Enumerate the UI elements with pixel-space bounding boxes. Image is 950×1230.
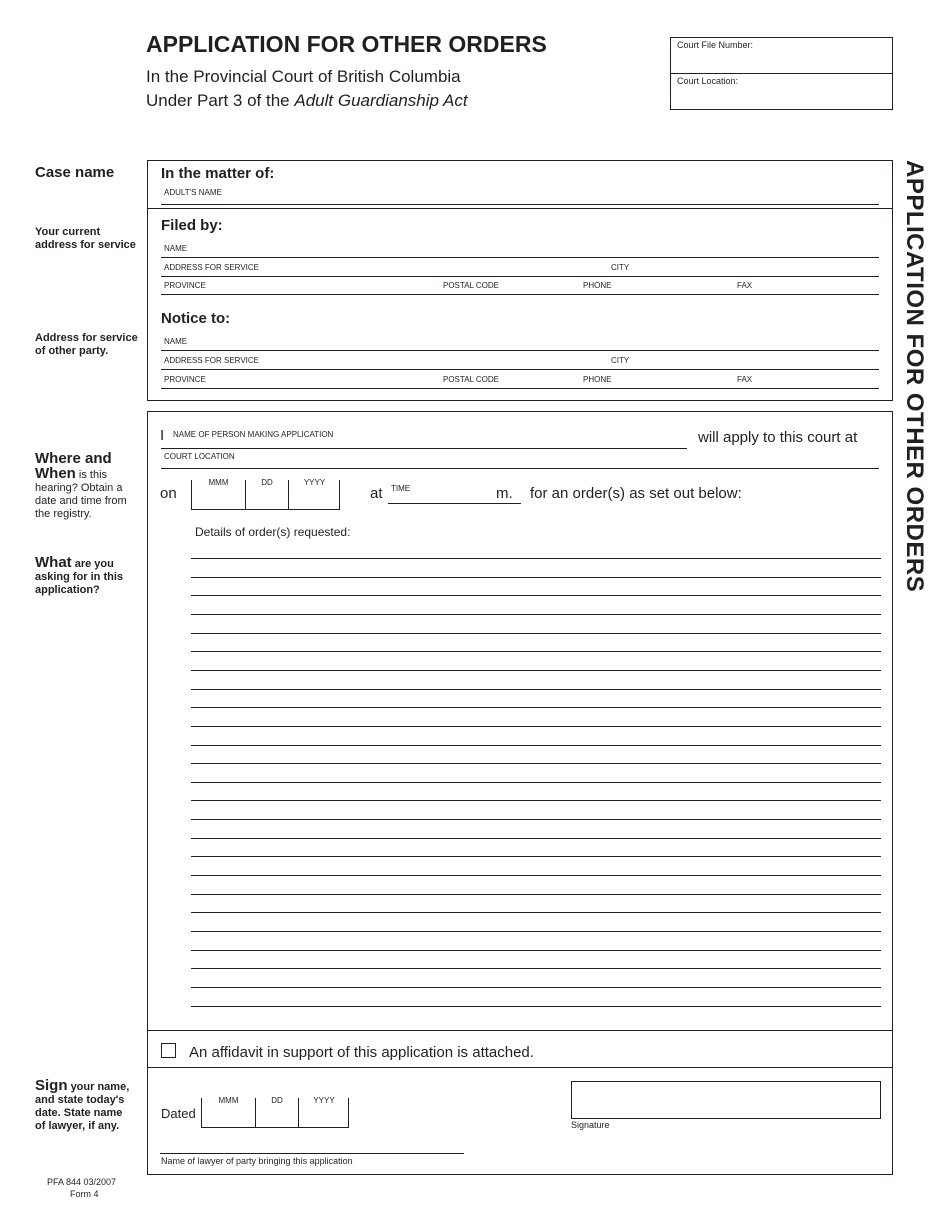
signed-year-cell[interactable] <box>298 1098 349 1127</box>
parties-divider <box>147 208 893 209</box>
hearing-mmm-label: MMM <box>208 478 229 487</box>
signature-field[interactable] <box>571 1081 881 1119</box>
filed-province-label: PROVINCE <box>164 281 206 290</box>
court-file-number-label: Court File Number: <box>677 40 754 50</box>
affidavit-text: An affidavit in support of this application is attached. <box>189 1044 534 1061</box>
notice-name-field[interactable] <box>161 350 879 351</box>
filed-name-field[interactable] <box>161 257 879 258</box>
side-what <box>35 556 135 597</box>
details-rule-line[interactable] <box>191 856 881 857</box>
vertical-title: APPLICATION FOR OTHER ORDERS <box>901 160 928 593</box>
applicant-name-label: NAME OF PERSON MAKING APPLICATION <box>173 430 334 439</box>
details-rule-line[interactable] <box>191 968 881 969</box>
m-word: m. <box>496 485 513 502</box>
details-rule-line[interactable] <box>191 819 881 820</box>
filed-by-heading: Filed by: <box>161 217 223 234</box>
signed-month-cell[interactable] <box>202 1098 255 1127</box>
court-file-number-field[interactable] <box>671 38 892 74</box>
adult-name-label: ADULT'S NAME <box>164 188 222 197</box>
notice-city-label: CITY <box>611 356 630 365</box>
signed-date-field[interactable] <box>201 1098 349 1128</box>
filed-name-label: NAME <box>164 244 188 253</box>
hearing-year-cell[interactable] <box>288 480 340 509</box>
adult-name-field[interactable] <box>161 204 879 205</box>
side-case-name: Case name <box>35 164 115 181</box>
details-rule-line[interactable] <box>191 800 881 801</box>
sign-word: Sign <box>35 1077 68 1094</box>
details-rule-line[interactable] <box>191 577 881 578</box>
act-subtitle <box>146 91 468 111</box>
hearing-time-field[interactable] <box>388 503 521 504</box>
sign-rest: your name, and state today's date. State name of lawyer, if any. <box>35 1081 130 1132</box>
filed-postal-label: POSTAL CODE <box>443 281 500 290</box>
details-rule-line[interactable] <box>191 595 881 596</box>
signature-label: Signature <box>571 1120 610 1130</box>
signed-yyyy-label: YYYY <box>313 1096 335 1105</box>
act-prefix: Under Part 3 of the <box>146 91 290 110</box>
details-rule-line[interactable] <box>191 558 881 559</box>
when-rest: is this hearing? Obtain a date and time from the registry. <box>35 469 127 520</box>
at-word: at <box>370 485 383 502</box>
court-subtitle: In the Provincial Court of British Columbia <box>146 67 461 86</box>
details-rule-line[interactable] <box>191 614 881 615</box>
dated-label: Dated <box>161 1106 196 1121</box>
details-rule-line[interactable] <box>191 875 881 876</box>
hearing-yyyy-label: YYYY <box>303 478 326 487</box>
details-rule-line[interactable] <box>191 931 881 932</box>
hearing-dd-label: DD <box>261 478 273 487</box>
details-rule-line[interactable] <box>191 782 881 783</box>
details-rule-line[interactable] <box>191 726 881 727</box>
for-order-text: for an order(s) as set out below: <box>530 485 742 502</box>
court-location-field[interactable] <box>671 74 892 110</box>
notice-name-label: NAME <box>164 337 188 346</box>
notice-to-heading: Notice to: <box>161 310 231 327</box>
details-rule-line[interactable] <box>191 633 881 634</box>
details-rule-line[interactable] <box>191 670 881 671</box>
court-location-label: Court Location: <box>677 76 739 86</box>
details-rule-line[interactable] <box>191 987 881 988</box>
court-file-box <box>670 37 893 110</box>
details-rule-line[interactable] <box>191 763 881 764</box>
details-rule-line[interactable] <box>191 838 881 839</box>
applicant-name-field[interactable] <box>161 448 687 449</box>
hearing-date-field[interactable] <box>191 480 340 510</box>
hearing-day-cell[interactable] <box>245 480 288 509</box>
will-apply-text: will apply to this court at <box>698 429 858 446</box>
form-code: PFA 844 03/2007 <box>47 1177 117 1187</box>
filed-province-field[interactable] <box>161 294 879 295</box>
side-sign <box>35 1079 135 1133</box>
on-word: on <box>160 485 177 502</box>
details-rule-line[interactable] <box>191 689 881 690</box>
side-current-address: Your current address for service <box>35 226 136 251</box>
i-word: I <box>160 427 165 444</box>
notice-address-label: ADDRESS FOR SERVICE <box>164 356 259 365</box>
affidavit-divider <box>147 1030 893 1031</box>
page-title: APPLICATION FOR OTHER ORDERS <box>146 31 547 57</box>
filed-phone-label: PHONE <box>583 281 612 290</box>
matter-heading: In the matter of: <box>161 165 275 182</box>
filed-fax-label: FAX <box>737 281 753 290</box>
notice-phone-label: PHONE <box>583 375 612 384</box>
details-rule-line[interactable] <box>191 894 881 895</box>
notice-fax-label: FAX <box>737 375 753 384</box>
details-rule-line[interactable] <box>191 707 881 708</box>
what-rest: are you asking for in this application? <box>35 558 124 596</box>
details-label: Details of order(s) requested: <box>195 525 351 539</box>
notice-postal-label: POSTAL CODE <box>443 375 500 384</box>
notice-province-field[interactable] <box>161 388 879 389</box>
side-other-party-address: Address for service of other party. <box>35 332 138 357</box>
where-word: Where and <box>35 450 112 467</box>
side-where-when <box>35 452 135 521</box>
details-rule-line[interactable] <box>191 1006 881 1007</box>
what-word: What <box>35 554 72 571</box>
lawyer-name-label: Name of lawyer of party bringing this application <box>161 1156 353 1166</box>
when-word: When <box>35 465 76 482</box>
court-location-field-label: COURT LOCATION <box>164 452 235 461</box>
details-rule-line[interactable] <box>191 912 881 913</box>
filed-city-label: CITY <box>611 263 630 272</box>
signature-divider <box>147 1067 893 1068</box>
hearing-month-cell[interactable] <box>192 480 245 509</box>
details-rule-line[interactable] <box>191 745 881 746</box>
filed-address-label: ADDRESS FOR SERVICE <box>164 263 259 272</box>
details-rule-line[interactable] <box>191 651 881 652</box>
time-label: TIME <box>391 484 411 493</box>
act-name: Adult Guardianship Act <box>294 91 468 110</box>
form-number: Form 4 <box>70 1189 99 1199</box>
signed-mmm-label: MMM <box>218 1096 239 1105</box>
details-rule-line[interactable] <box>191 950 881 951</box>
court-location-field[interactable] <box>161 468 879 469</box>
notice-province-label: PROVINCE <box>164 375 206 384</box>
notice-address-field[interactable] <box>161 369 879 370</box>
affidavit-checkbox[interactable] <box>161 1043 176 1058</box>
signed-dd-label: DD <box>271 1096 283 1105</box>
lawyer-name-field[interactable] <box>160 1153 464 1154</box>
signed-day-cell[interactable] <box>255 1098 298 1127</box>
filed-address-field[interactable] <box>161 276 879 277</box>
